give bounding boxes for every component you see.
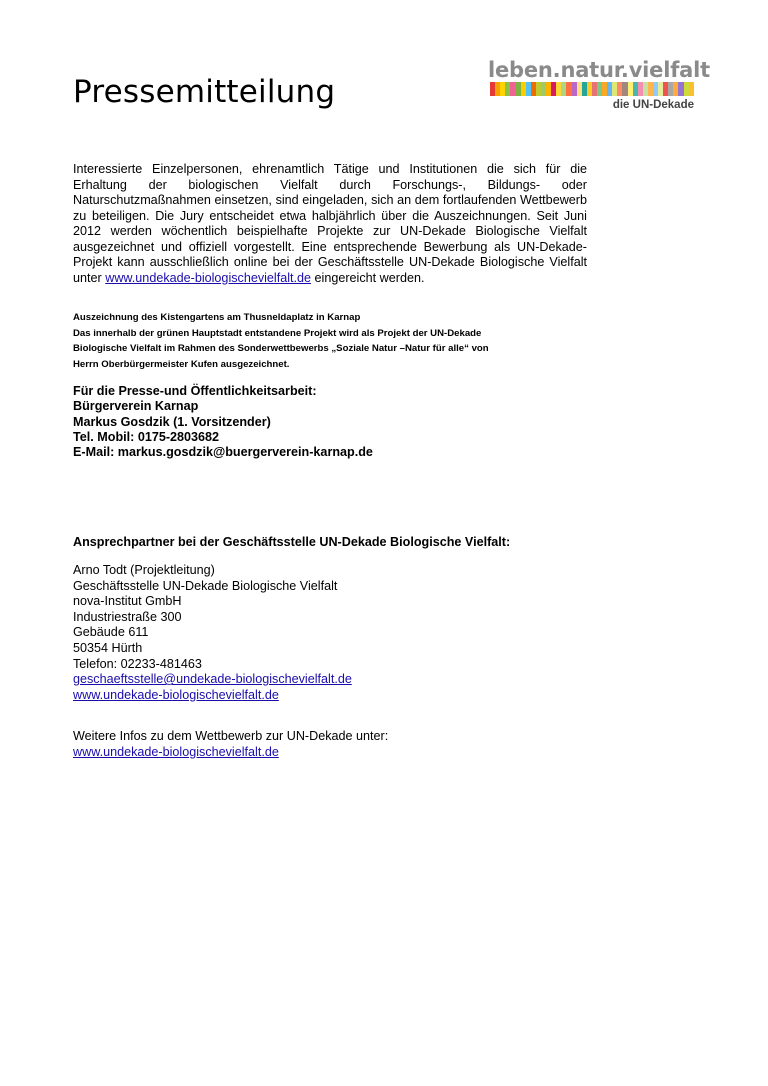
contact-website-link[interactable]: www.undekade-biologischevielfalt.de xyxy=(73,687,279,702)
contact-company: nova-Institut GmbH xyxy=(73,594,182,609)
press-email: E-Mail: markus.gosdzik@buergerverein-karnap.de xyxy=(73,445,373,460)
press-heading: Für die Presse-und Öffentlichkeitsarbeit: xyxy=(73,384,317,398)
contact-heading: Ansprechpartner bei der Geschäftsstelle UN-Dekade Biologische Vielfalt: xyxy=(73,535,511,549)
page-title: Pressemitteilung xyxy=(73,74,336,110)
contact-block xyxy=(73,563,352,703)
logo-color-bars xyxy=(490,82,694,96)
contact-phone: Telefon: 02233-481463 xyxy=(73,656,202,671)
award-announcement xyxy=(73,310,593,372)
contact-email-link[interactable]: geschaeftsstelle@undekade-biologischevielfalt.de xyxy=(73,672,352,687)
award-line: Biologische Vielfalt im Rahmen des Sonderwettbewerbs „Soziale Natur –Natur für alle“ von xyxy=(73,343,489,354)
press-phone: Tel. Mobil: 0175-2803682 xyxy=(73,429,220,444)
contact-city: 50354 Hürth xyxy=(73,640,143,655)
intro-paragraph xyxy=(73,162,587,286)
press-organization: Bürgerverein Karnap xyxy=(73,399,199,414)
press-contact xyxy=(73,384,593,460)
intro-text: Interessierte Einzelpersonen, ehrenamtlich Tätige und Institutionen die sich für die Erhaltung der biologischen Vielfalt durch Forschungs-, Bildungs- oder Naturschutzmaßnahmen einsetzen, sind eingeladen, sich an dem fortlaufenden Wettbewerb zu beteiligen. Die Jury entscheidet etwa halbjährlich über die Auszeichnungen. Seit Juni 2012 werden wöchentlich beispielhafte Projekte zur UN-Dekade Biologische Vielfalt ausgezeichnet und offiziell vorgestellt. Eine entsprechende Bewerbung als UN-Dekade-Projekt kann ausschließlich online bei der Geschäftsstelle UN-Dekade Biologische Vielfalt unter xyxy=(73,162,587,285)
press-person: Markus Gosdzik (1. Vorsitzender) xyxy=(73,414,271,429)
more-info-link[interactable]: www.undekade-biologischevielfalt.de xyxy=(73,745,279,759)
contact-street: Industriestraße 300 xyxy=(73,609,182,624)
award-line: Das innerhalb der grünen Hauptstadt entstandene Projekt wird als Projekt der UN-Dekade xyxy=(73,327,482,339)
award-line: Auszeichnung des Kistengartens am Thusneldaplatz in Karnap xyxy=(73,312,361,323)
un-decade-logo xyxy=(488,58,710,118)
more-info xyxy=(73,728,388,760)
award-line: Herrn Oberbürgermeister Kufen ausgezeichnet. xyxy=(73,358,290,370)
contact-office: Geschäftsstelle UN-Dekade Biologische Vielfalt xyxy=(73,578,338,593)
contact-name: Arno Todt (Projektleitung) xyxy=(73,563,215,577)
logo-text: leben.natur.vielfalt xyxy=(488,58,710,82)
intro-website-link[interactable]: www.undekade-biologischevielfalt.de xyxy=(105,270,312,285)
logo-subtitle: die UN-Dekade xyxy=(612,99,694,111)
more-info-text: Weitere Infos zu dem Wettbewerb zur UN-Dekade unter: xyxy=(73,729,389,743)
intro-text-end: eingereicht werden. xyxy=(314,270,425,285)
contact-building: Gebäude 611 xyxy=(73,625,149,640)
logo-color-bar xyxy=(689,82,694,96)
